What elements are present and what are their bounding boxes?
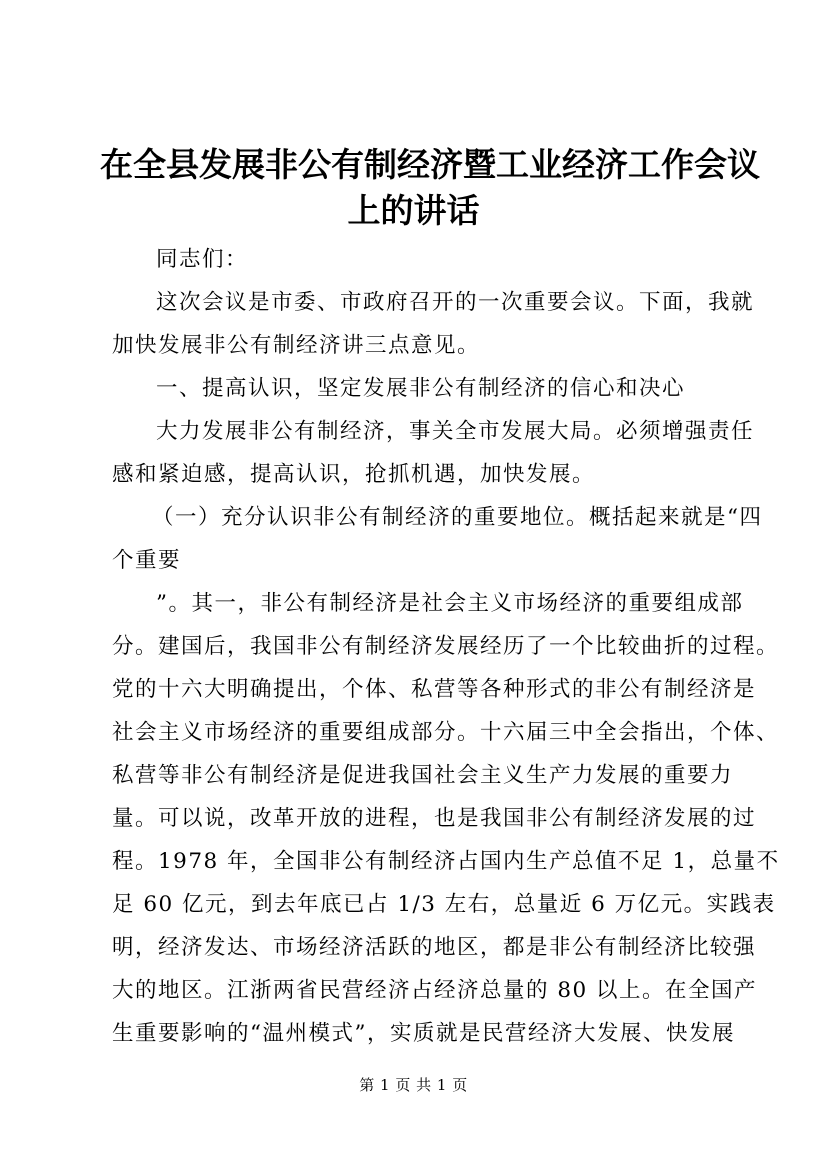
body-line: 感和紧迫感，提高认识，抢抓机遇，加快发展。 [112,462,596,487]
body-line: 私营等非公有制经济是促进我国社会主义生产力发展的重要力 [112,763,734,788]
body-line: 党的十六大明确提出，个体、私营等各种形式的非公有制经济是 [112,677,757,702]
title-line: 上的讲话 [347,191,480,230]
body-line: 分。建国后，我国非公有制经济发展经历了一个比较曲折的过程。 [112,634,780,659]
body-line: 社会主义市场经济的重要组成部分。十六届三中全会指出，个体、 [112,720,780,745]
subsection-line: （一）充分认识非公有制经济的重要地位。概括起来就是“四 [152,505,763,530]
body-line: 足 60 亿元，到去年底已占 1/3 左右，总量近 6 万亿元。实践表 [112,892,776,917]
body-line: ”。其一，非公有制经济是社会主义市场经济的重要组成部 [156,591,744,616]
section-heading: 一、提高认识，坚定发展非公有制经济的信心和决心 [156,376,686,401]
body-line: 大的地区。江浙两省民营经济占经济总量的 80 以上。在全国产 [112,978,758,1003]
page-footer: 第 1 页 共 1 页 [359,1076,468,1094]
document-title [100,142,760,234]
salutation: 同志们： [156,247,249,272]
body-line: 这次会议是市委、市政府召开的一次重要会议。下面，我就 [156,290,755,315]
body-line: 个重要 [112,548,182,573]
body-line: 程。1978 年，全国非公有制经济占国内生产总值不足 1，总量不 [112,849,780,874]
body-line: 明，经济发达、市场经济活跃的地区，都是非公有制经济比较强 [112,935,757,960]
body-line: 量。可以说，改革开放的进程，也是我国非公有制经济发展的过 [112,806,757,831]
body-line: 加快发展非公有制经济讲三点意见。 [112,333,481,358]
body-line: 生重要影响的“温州模式”，实质就是民营经济大发展、快发展 [112,1021,735,1046]
title-line: 在全县发展非公有制经济暨工业经济工作会议 [100,145,760,184]
body-line: 大力发展非公有制经济，事关全市发展大局。必须增强责任 [156,419,755,444]
document-body [112,238,780,1055]
